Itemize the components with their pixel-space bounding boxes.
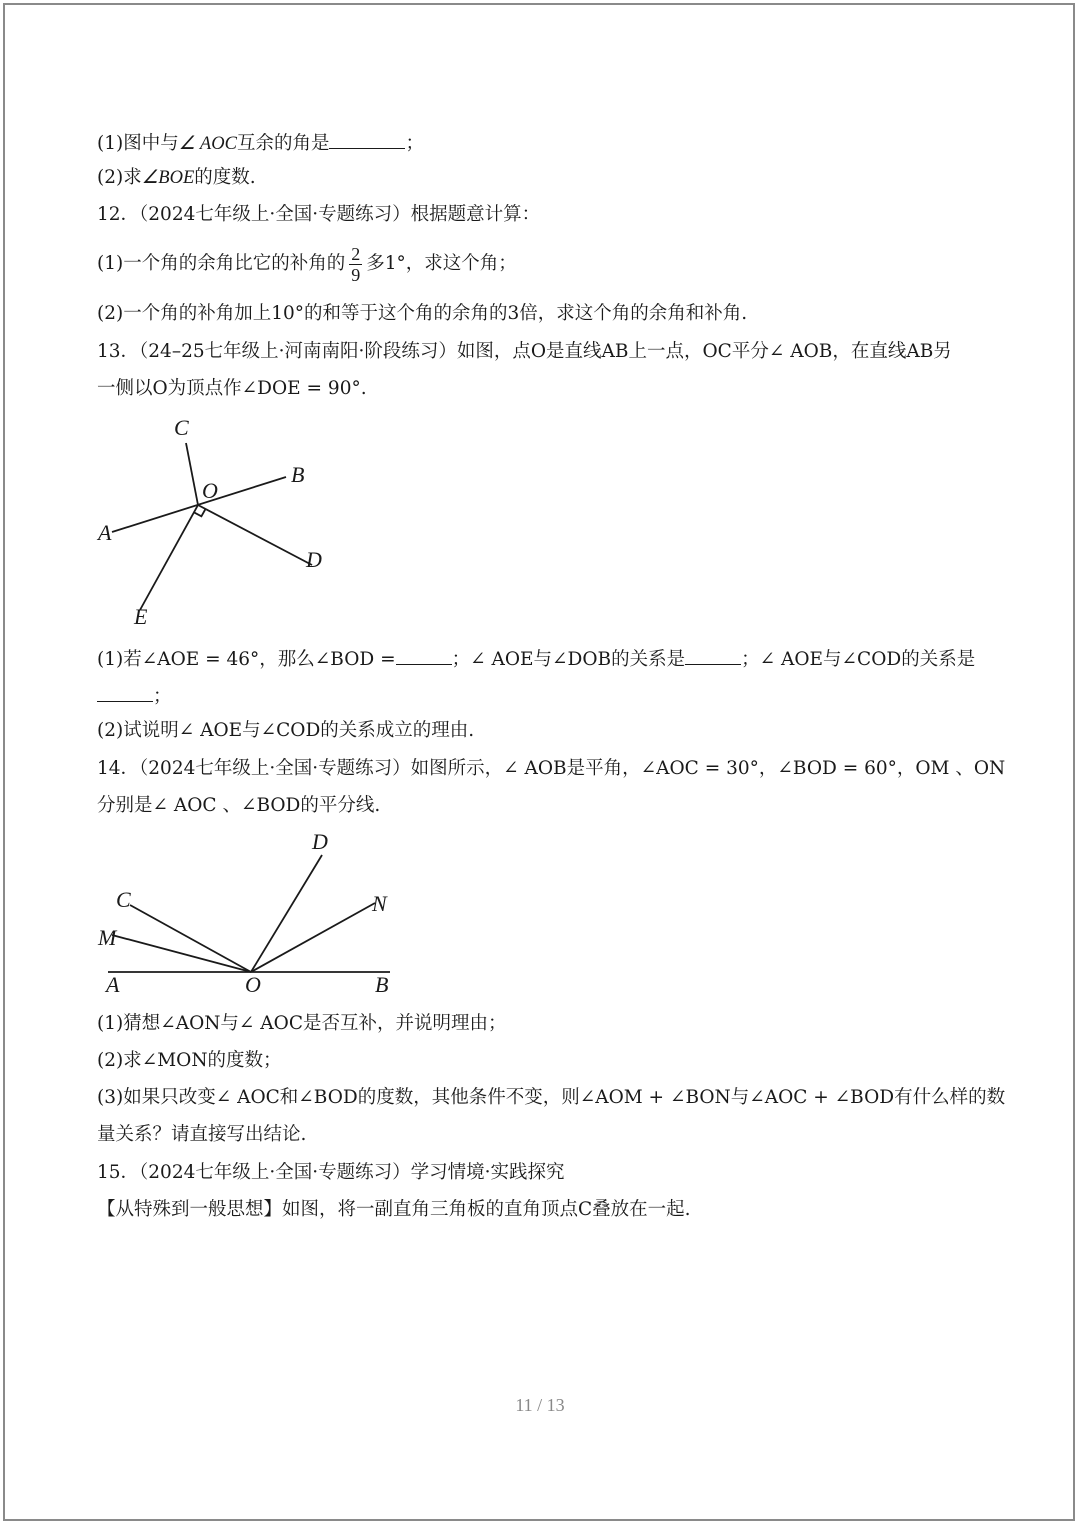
q14-header-line1: 14．（2024七年级上·全国·专题练习）如图所示，∠ AOB是平角，∠AOC = 30°，∠BOD = 60°，OM 、ON <box>97 758 1006 779</box>
page-number: 11 / 13 <box>515 1395 565 1415</box>
answer-blank[interactable] <box>329 128 405 149</box>
label-C: C <box>116 887 131 912</box>
label-D: D <box>306 547 322 572</box>
label-M: M <box>98 925 117 950</box>
q12-part1: (1)一个角的余角比它的补角的 $\frac{2}{9}$ 多1°，求这个角； <box>97 243 517 285</box>
q13-part2: (2)试说明∠ AOE与∠COD的关系成立的理由. <box>97 720 475 741</box>
q15-header: 15．（2024七年级上·全国·专题练习）学习情境·实践探究 <box>97 1162 565 1183</box>
label-E: E <box>134 604 148 629</box>
fraction: $\frac{2}{9}$ <box>351 243 361 285</box>
answer-blank[interactable] <box>685 644 741 665</box>
q12-part2: (2)一个角的补角加上10°的和等于这个角的余角的3倍，求这个角的余角和补角. <box>97 303 748 324</box>
q14-figure <box>90 825 410 1005</box>
q14-part2: (2)求∠MON的度数； <box>97 1050 282 1071</box>
label-O: O <box>202 478 218 503</box>
q13-figure <box>90 410 350 635</box>
label-B: B <box>375 972 389 997</box>
q11-part1: (1)图中与∠ AOC互余的角是 ； <box>97 128 424 157</box>
ray-on <box>251 903 375 972</box>
q14-header-line2: 分别是∠ AOC 、∠BOD的平分线. <box>97 795 381 816</box>
ray-oc <box>130 905 251 972</box>
q11-part2: (2)求∠BOE的度数. <box>97 167 256 188</box>
q15-line2: 【从特殊到一般思想】如图，将一副直角三角板的直角顶点C叠放在一起. <box>97 1199 691 1220</box>
q13-part1: (1)若∠AOE = 46°，那么∠BOD = ；∠ AOE与∠DOB的关系是 ；∠ AOE与∠COD的关系是 <box>97 644 975 673</box>
q14-part1: (1)猜想∠AON与∠ AOC是否互补，并说明理由； <box>97 1013 507 1034</box>
answer-blank[interactable] <box>97 681 153 702</box>
label-D: D <box>312 829 328 854</box>
line-oc <box>186 443 198 505</box>
label-B: B <box>291 462 305 487</box>
q12-header: 12．（2024七年级上·全国·专题练习）根据题意计算： <box>97 204 541 225</box>
label-N: N <box>372 891 387 916</box>
label-A: A <box>106 972 120 997</box>
label-C: C <box>174 415 189 440</box>
q13-header-line1: 13．（24–25七年级上·河南南阳·阶段练习）如图，点O是直线AB上一点，OC平分∠ AOB，在直线AB另 <box>97 341 952 362</box>
ray-om <box>112 935 251 972</box>
line-ab <box>112 477 286 532</box>
answer-blank[interactable] <box>396 644 452 665</box>
ray-od <box>198 505 312 565</box>
label-O: O <box>245 972 261 997</box>
q13-part1-cont: ； <box>97 681 172 710</box>
q13-header-line2: 一侧以O为顶点作∠DOE = 90°. <box>97 378 367 399</box>
q14-part3-line2: 量关系？请直接写出结论. <box>97 1124 307 1145</box>
ray-od <box>251 855 322 972</box>
label-A: A <box>98 520 112 545</box>
q14-part3-line1: (3)如果只改变∠ AOC和∠BOD的度数，其他条件不变，则∠AOM + ∠BON与∠AOC + ∠BOD有什么样的数 <box>97 1087 1006 1108</box>
